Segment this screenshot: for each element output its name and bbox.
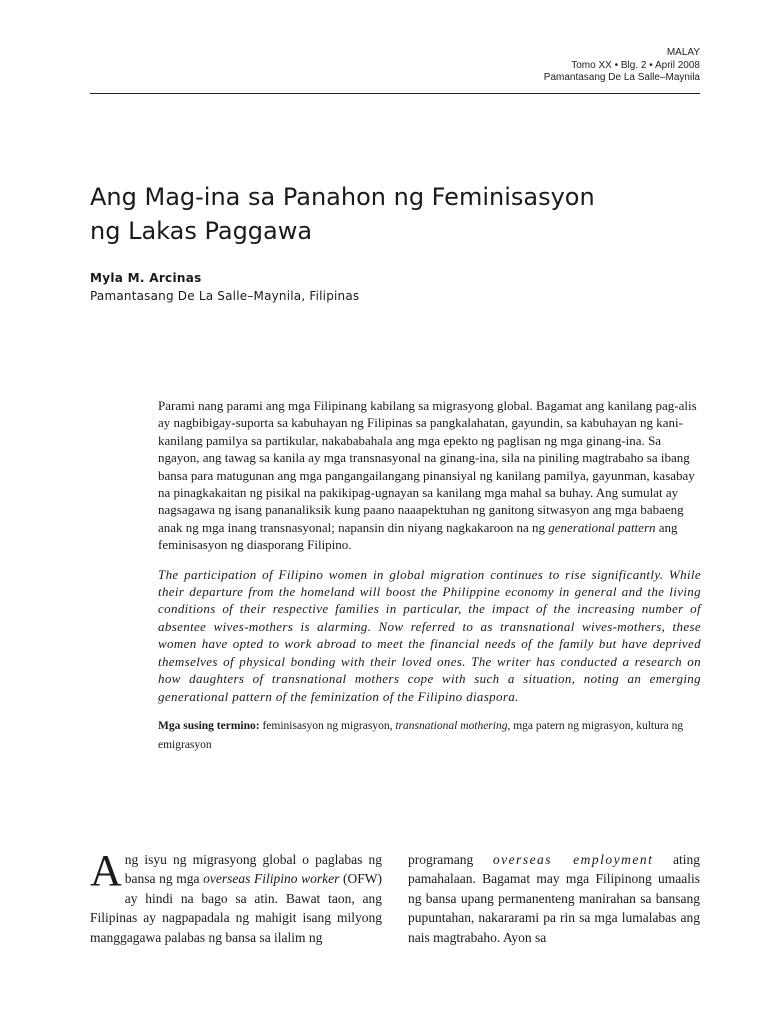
body-paragraph-right <box>408 850 700 947</box>
body-column-right <box>408 850 700 947</box>
keywords-label: Mga susing termino: <box>158 719 260 732</box>
drop-cap: A <box>90 846 122 895</box>
keywords <box>158 717 701 755</box>
running-header <box>544 47 700 85</box>
body-right-text-2: ating pamahalaan. Bagamat may mga Filipinong umaalis ng bansa upang permanenteng manirahan sa bansang pupuntahan, nakararami pa rin sa mga lumalabas ang nais magtrabaho. Ayon sa <box>408 852 700 945</box>
keywords-text-2: , mga patern ng migrasyon, kultura ng emigrasyon <box>158 719 684 751</box>
body-column-left <box>90 846 382 947</box>
author-affiliation: Pamantasang De La Salle–Maynila, Filipinas <box>90 289 360 303</box>
body-left-text-1: ng isyu ng migrasyong global o paglabas ng bansa ng mga <box>124 852 382 887</box>
keywords-text-1: feminisasyon ng migrasyon, <box>259 719 396 732</box>
institution-name: Pamantasang De La Salle–Maynila <box>543 72 700 83</box>
abstract-english: The participation of Filipino women in global migration continues to rise significantly. While their departure from the homeland will boost the Philippine economy in general and the living conditions of their respective families in particular, the impact of the increasing number of absentee wives-mothers is alarming. Now referred to as transnational wives-mothers, these women have opted to work abroad to meet the financial needs of the family but have deprived themselves of physical bonding with their loved ones. The writer has conducted a research on how daughters of transnational mothers cope with such a situation, noting an emerging generational pattern of the feminization of the Filipino diaspora. <box>158 566 701 704</box>
issue-info: Tomo XX • Blg. 2 • April 2008 <box>571 59 700 71</box>
body-right-italic: overseas employment <box>492 852 654 867</box>
abstract-filipino-text-2: ang feminisasyon ng diasporang Filipino. <box>158 519 678 553</box>
body-right-text-1: programang <box>408 852 493 867</box>
body-left-italic: overseas Filipino worker <box>203 871 340 887</box>
keywords-italic: transnational mothering <box>395 719 508 732</box>
body-left-text-2: (OFW) ay hindi na bago sa atin. Bawat taon, ang Filipinas ay nagpapadala ng mahigit isang milyong manggagawa palabas ng bansa sa ilalim ng <box>90 871 382 945</box>
body-paragraph-left <box>90 846 382 947</box>
abstract <box>158 397 701 755</box>
journal-name: MALAY <box>666 47 700 58</box>
abstract-filipino <box>158 397 701 554</box>
abstract-filipino-text-1: Parami nang parami ang mga Filipinang kabilang sa migrasyong global. Bagamat ang kanilang pag-alis ay nagbibigay-suporta sa kabuhayan ng Filipinas sa pangkalahatan, gayundin, sa kabuhayan ng kani-kanilang pamilya sa partikular, nakababahala ang mga epekto ng paglisan ng mga ginang-ina. Sa ngayon, ang tawag sa kanila ay mga transnasyonal na ginang-ina, sila na piniling magtrabaho sa ibang bansa para matugunan ang mga pangangailangang pinansiyal ng kanilang pamilya, gayunman, kasabay na pinagkakaitan ng pisikal na pakikipag-ugnayan sa kanilang mga mahal sa buhay. Ang sumulat ay nagsagawa ng isang pananaliksik kung paano naaapektuhan ng ganitong sitwasyon ang mga babaeng anak ng mga inang transnasyonal; napansin din niyang nagkakaroon na ng <box>158 398 697 535</box>
abstract-filipino-italic: generational pattern <box>548 519 656 535</box>
title-line-2: ng Lakas Paggawa <box>90 217 313 245</box>
header-rule <box>90 93 700 94</box>
title-line-1: Ang Mag-ina sa Panahon ng Feminisasyon <box>90 183 595 211</box>
author-name: Myla M. Arcinas <box>90 271 202 285</box>
article-title <box>90 180 690 248</box>
